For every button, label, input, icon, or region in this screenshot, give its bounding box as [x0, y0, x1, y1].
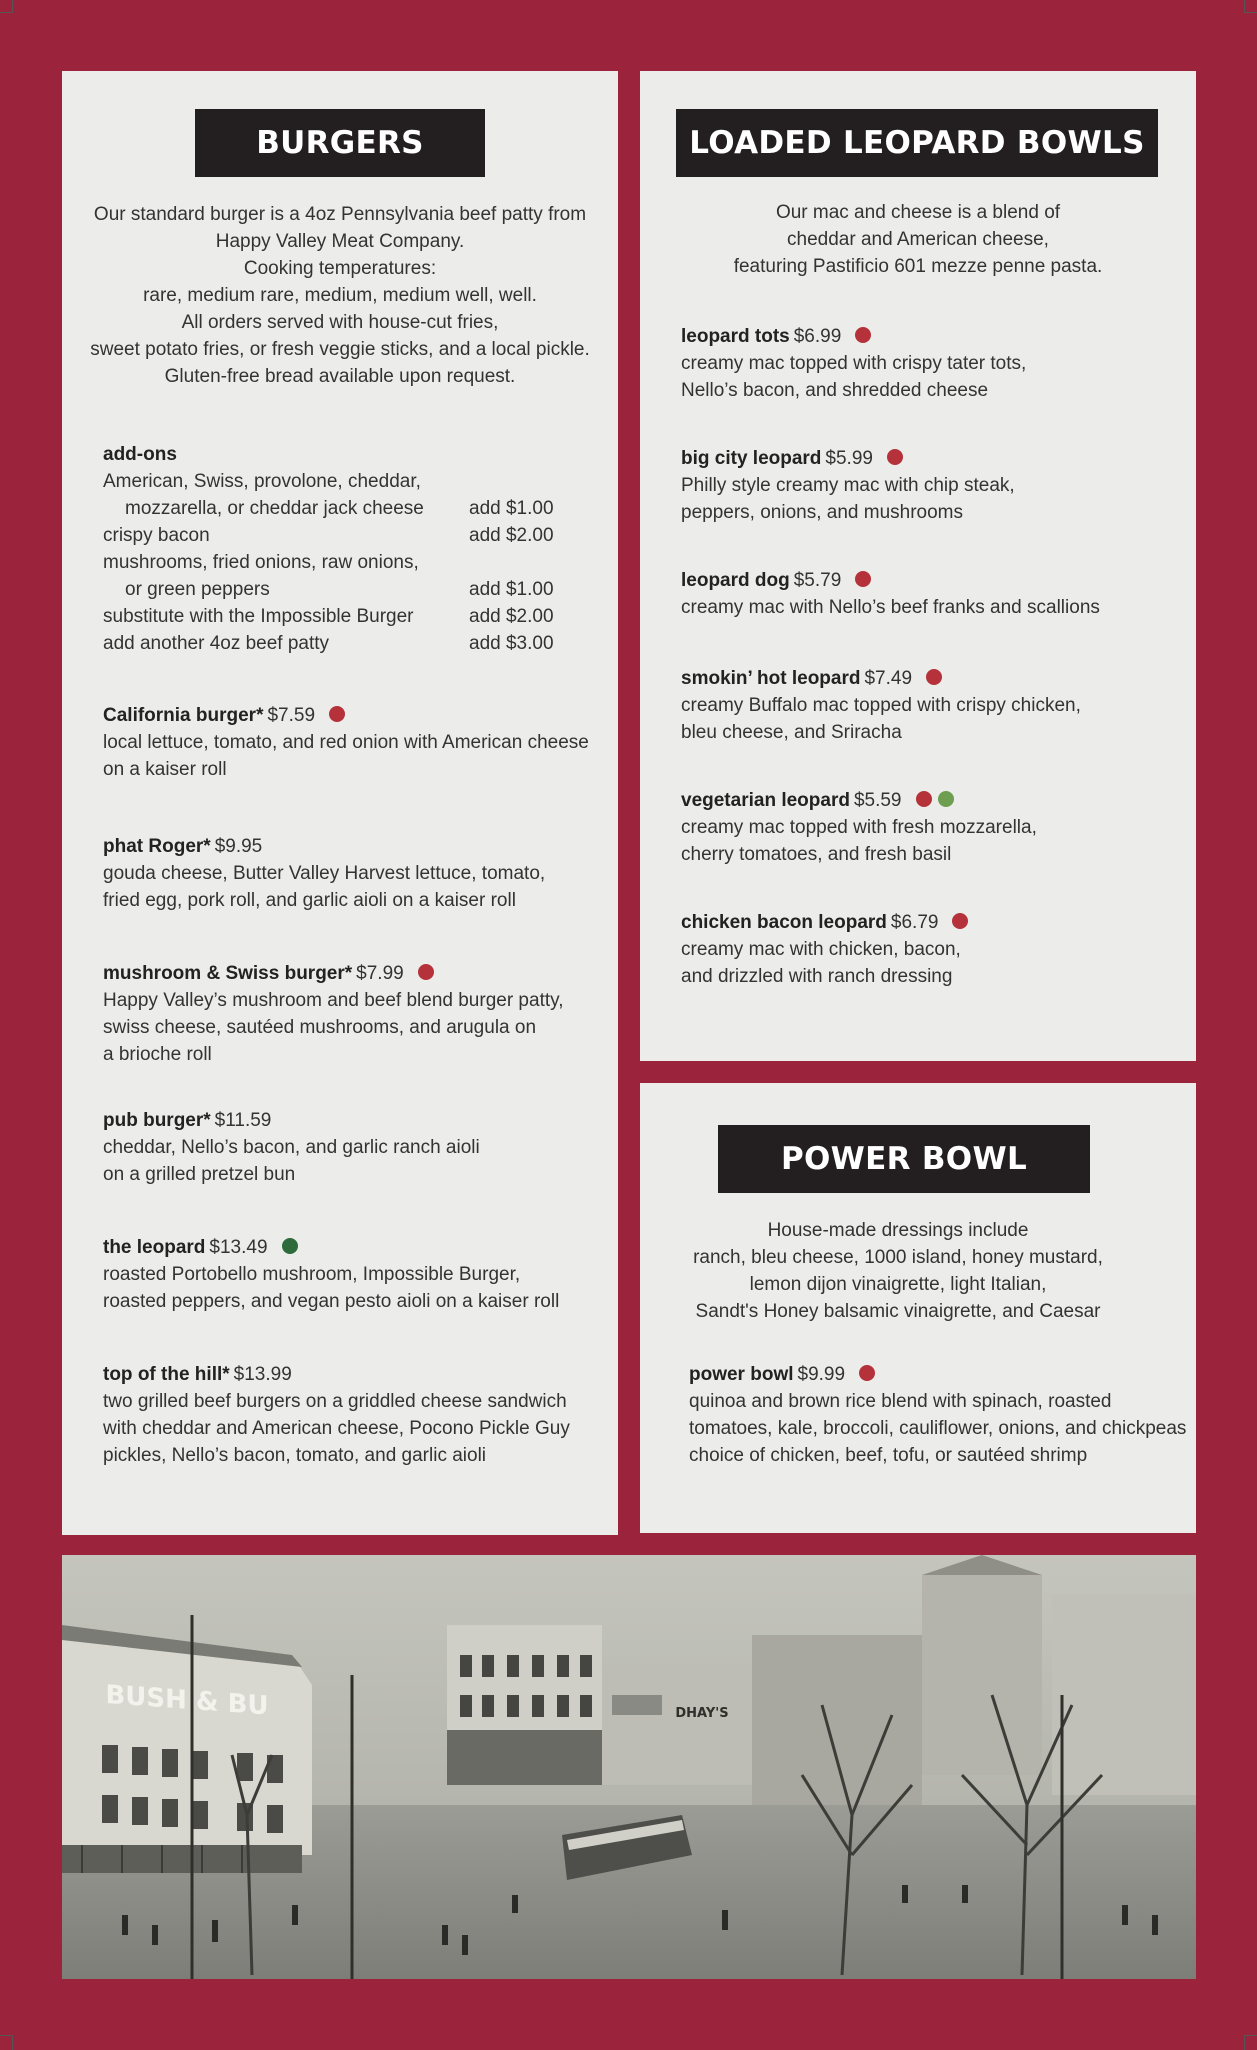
menu-item — [103, 960, 564, 1068]
menu-item — [103, 702, 589, 783]
historic-street-photo — [62, 1555, 1196, 1979]
addon-price: add $2.00 — [469, 525, 554, 546]
addons-title: add-ons — [103, 444, 177, 465]
power-bowl-intro — [620, 1217, 1176, 1325]
menu-item-price: $6.79 — [890, 912, 939, 933]
menu-item-description: Nello’s bacon, and shredded cheese — [681, 380, 989, 401]
addon-row — [103, 495, 583, 522]
addon-text: mushrooms, fried onions, raw onions, — [103, 552, 419, 573]
menu-item-description: a brioche roll — [103, 1044, 212, 1065]
menu-item-name: the leopard — [103, 1237, 206, 1258]
addon-text: American, Swiss, provolone, cheddar, — [103, 471, 421, 492]
menu-item-description: creamy Buffalo mac topped with crispy chicken, — [681, 695, 1081, 716]
addon-text: crispy bacon — [103, 525, 210, 546]
menu-item-name: vegetarian leopard — [681, 790, 850, 811]
menu-item-price: $6.99 — [793, 326, 842, 347]
menu-item-description: and drizzled with ranch dressing — [681, 966, 953, 987]
power-bowl-panel — [640, 1083, 1196, 1533]
menu-item-description: peppers, onions, and mushrooms — [681, 502, 963, 523]
menu-item — [103, 1234, 559, 1315]
addon-row — [103, 549, 583, 576]
menu-item — [103, 1107, 480, 1188]
menu-item — [681, 665, 1081, 746]
menu-item-price: $5.59 — [853, 790, 902, 811]
menu-item-name: phat Roger* — [103, 836, 211, 857]
dietary-dot-red-icon — [916, 791, 932, 807]
menu-item-name: leopard dog — [681, 570, 790, 591]
menu-item-description: creamy mac with Nello’s beef franks and scallions — [681, 597, 1100, 618]
bowls-intro-line: Our mac and cheese is a blend of — [775, 202, 1061, 223]
power-intro-line: Sandt's Honey balsamic vinaigrette, and Caesar — [695, 1301, 1101, 1322]
power-intro-line: ranch, bleu cheese, 1000 island, honey mustard, — [693, 1247, 1103, 1268]
menu-item-price: $7.49 — [864, 668, 913, 689]
menu-item-description: creamy mac with chicken, bacon, — [681, 939, 961, 960]
menu-item-name: big city leopard — [681, 448, 822, 469]
bowls-header: LOADED LEOPARD BOWLS — [676, 109, 1158, 177]
addon-row — [103, 630, 583, 657]
bowls-intro-line: featuring Pastificio 601 mezze penne pasta. — [733, 256, 1103, 277]
power-intro-line: lemon dijon vinaigrette, light Italian, — [749, 1274, 1047, 1295]
dietary-dot-red-icon — [859, 1365, 875, 1381]
addon-text: add another 4oz beef patty — [103, 633, 330, 654]
menu-item — [681, 567, 1100, 621]
menu-item-description: pickles, Nello’s bacon, tomato, and garlic aioli — [103, 1445, 487, 1466]
bowls-intro-line: cheddar and American cheese, — [787, 229, 1049, 250]
burgers-intro-line: sweet potato fries, or fresh veggie sticks, and a local pickle. — [90, 339, 590, 360]
menu-item-name: smokin’ hot leopard — [681, 668, 861, 689]
menu-item-description: fried egg, pork roll, and garlic aioli on a kaiser roll — [103, 890, 516, 911]
burgers-intro-line: Our standard burger is a 4oz Pennsylvania beef patty from — [93, 204, 587, 225]
burgers-header: BURGERS — [195, 109, 485, 177]
menu-item-description: local lettuce, tomato, and red onion with American cheese — [103, 732, 589, 753]
menu-item-description: quinoa and brown rice blend with spinach, roasted — [689, 1391, 1112, 1412]
left-building — [62, 1625, 312, 1873]
menu-item — [681, 787, 1037, 868]
menu-item-name: California burger* — [103, 705, 264, 726]
menu-item-name: mushroom & Swiss burger* — [103, 963, 353, 984]
dietary-dot-red-icon — [887, 449, 903, 465]
menu-item-price: $13.99 — [233, 1364, 292, 1385]
burgers-intro — [62, 201, 618, 390]
power-intro-line: House-made dressings include — [767, 1220, 1029, 1241]
menu-item-description: Philly style creamy mac with chip steak, — [681, 475, 1015, 496]
menu-item-description: bleu cheese, and Sriracha — [681, 722, 902, 743]
dietary-dot-red-icon — [855, 327, 871, 343]
addon-row — [103, 522, 583, 549]
menu-item-price: $11.59 — [214, 1110, 272, 1131]
menu-item-description: on a kaiser roll — [103, 759, 227, 780]
menu-item — [681, 323, 1026, 404]
menu-item-description: choice of chicken, beef, tofu, or sautéed shrimp — [689, 1445, 1088, 1466]
menu-item-description: roasted Portobello mushroom, Impossible Burger, — [103, 1264, 521, 1285]
dietary-dot-red-icon — [926, 669, 942, 685]
menu-item-description: Happy Valley’s mushroom and beef blend burger patty, — [103, 990, 564, 1011]
menu-item — [103, 1361, 570, 1469]
menu-item-description: roasted peppers, and vegan pesto aioli on a kaiser roll — [103, 1291, 560, 1312]
menu-item-description: with cheddar and American cheese, Pocono Pickle Guy — [103, 1418, 570, 1439]
burgers-intro-line: Cooking temperatures: — [243, 258, 437, 279]
menu-item-description: swiss cheese, sautéed mushrooms, and arugula on — [103, 1017, 537, 1038]
photo-sign-dhays: DHAY'S — [675, 1706, 729, 1721]
burgers-intro-line: Happy Valley Meat Company. — [215, 231, 465, 252]
menu-item-price: $5.99 — [825, 448, 873, 469]
addon-row — [103, 468, 583, 495]
crop-mark-top-right — [1244, 0, 1257, 13]
menu-item-price: $9.99 — [797, 1364, 846, 1385]
menu-item-description: cherry tomatoes, and fresh basil — [681, 844, 952, 865]
addon-text: mozzarella, or cheddar jack cheese — [125, 498, 424, 519]
dietary-dot-red-icon — [855, 571, 871, 587]
menu-item-price: $7.99 — [356, 963, 404, 984]
bowls-panel — [640, 71, 1196, 1061]
menu-item-price: $13.49 — [209, 1237, 268, 1258]
menu-item — [681, 909, 968, 990]
dietary-dot-green-icon — [282, 1238, 298, 1254]
dietary-dot-red-icon — [329, 706, 345, 722]
crop-mark-top-left — [0, 0, 13, 13]
menu-item-description: gouda cheese, Butter Valley Harvest lettuce, tomato, — [103, 863, 546, 884]
menu-item-price: $9.95 — [214, 836, 263, 857]
menu-item-description: on a grilled pretzel bun — [103, 1164, 296, 1185]
menu-item-name: chicken bacon leopard — [681, 912, 887, 933]
addon-row — [103, 603, 583, 630]
addon-row — [103, 576, 583, 603]
menu-item — [681, 445, 1015, 526]
burgers-intro-line: Gluten-free bread available upon request. — [164, 366, 516, 387]
menu-item-description: cheddar, Nello’s bacon, and garlic ranch aioli — [103, 1137, 480, 1158]
addon-text: substitute with the Impossible Burger — [103, 606, 414, 627]
power-bowl-header: POWER BOWL — [718, 1125, 1090, 1193]
menu-item-description: tomatoes, kale, broccoli, cauliflower, onions, and chickpeas — [689, 1418, 1187, 1439]
dietary-dot-red-icon — [418, 964, 434, 980]
dietary-dot-red-icon — [952, 913, 968, 929]
menu-item-name: top of the hill* — [103, 1364, 230, 1385]
addon-price: add $2.00 — [469, 606, 554, 627]
burgers-intro-line: All orders served with house-cut fries, — [181, 312, 499, 333]
burgers-panel — [62, 71, 618, 1535]
menu-item-description: creamy mac topped with fresh mozzarella, — [681, 817, 1037, 838]
dietary-dot-green-icon — [938, 791, 954, 807]
addon-price: add $3.00 — [469, 633, 554, 654]
menu-item-description: two grilled beef burgers on a griddled cheese sandwich — [103, 1391, 567, 1412]
photo-sign-bush: BUSH & BU — [105, 1680, 269, 1722]
addon-price: add $1.00 — [469, 579, 554, 600]
menu-item-name: leopard tots — [681, 326, 790, 347]
addons-list — [103, 441, 583, 657]
menu-item — [103, 833, 545, 914]
burgers-intro-line: rare, medium rare, medium, medium well, well. — [143, 285, 537, 306]
menu-item-name: power bowl — [689, 1364, 794, 1385]
menu-item-name: pub burger* — [103, 1110, 211, 1131]
menu-item-price: $5.79 — [793, 570, 842, 591]
bowls-intro — [640, 199, 1196, 280]
menu-item-description: creamy mac topped with crispy tater tots, — [681, 353, 1027, 374]
addon-text: or green peppers — [125, 579, 270, 600]
addon-price: add $1.00 — [469, 498, 554, 519]
menu-item-price: $7.59 — [267, 705, 316, 726]
menu-item — [689, 1361, 1186, 1469]
